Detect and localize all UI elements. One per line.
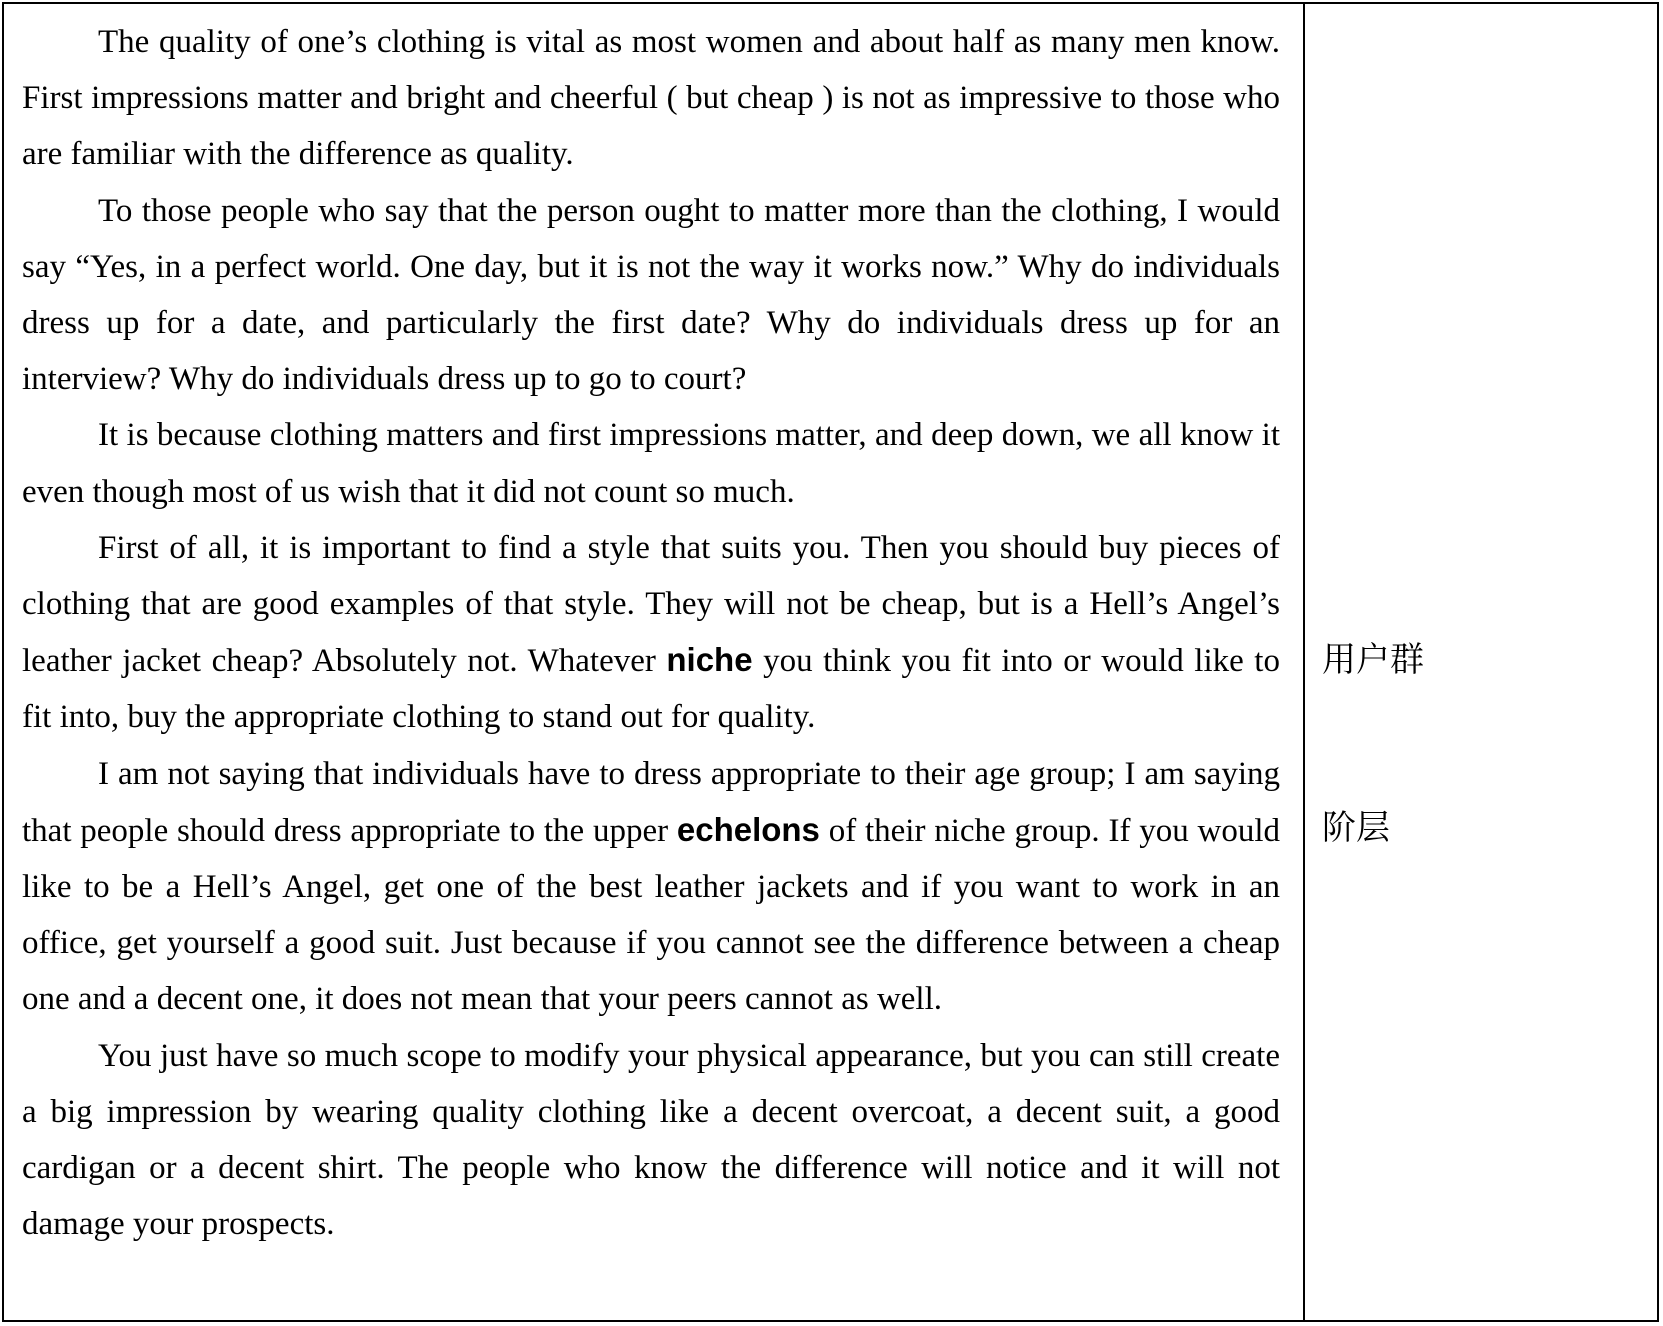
- gloss-echelons: 阶层: [1322, 808, 1390, 848]
- gloss-niche: 用户群: [1322, 640, 1424, 680]
- highlighted-vocabulary-word: niche: [666, 641, 753, 679]
- paragraph-text: you think you fit into or would like to fit into, buy the appropriate clothing to stand out for quality.: [22, 643, 1280, 736]
- paragraph-text: It is because clothing matters and first impressions matter, and deep down, we all know it even though most of us wish that it did not count so much.: [22, 417, 1280, 510]
- paragraph-text: First of all, it is important to find a style that suits you. Then you should buy pieces of clothing that are good examples of that style. They will not be cheap, but is a Hell’s Angel’s leather jacket cheap? Absolutely not. Whatever: [22, 529, 1280, 680]
- paragraph-text: I am not saying that individuals have to dress appropriate to their age group; I am saying that people should dress appropriate to the upper: [22, 755, 1280, 849]
- column-divider: [1303, 4, 1305, 1320]
- paragraph: [22, 183, 1280, 408]
- highlighted-vocabulary-word: echelons: [676, 810, 820, 848]
- paragraph-text: The quality of one’s clothing is vital as most women and about half as many men know. First impressions matter and bright and cheerful ( but cheap ) is not as impressive to those who are familiar with the difference as quality.: [22, 24, 1280, 173]
- paragraph-text: To those people who say that the person ought to matter more than the clothing, I would say “Yes, in a perfect world. One day, but it is not the way it works now.” Why do individuals dress up for a date, and particularly the first date? Why do individuals dress up for an interview? Why do individuals dress up to go to court?: [22, 192, 1280, 398]
- paragraph: [22, 14, 1280, 183]
- reading-passage: [22, 14, 1280, 1252]
- paragraph-text: of their niche group. If you would like to be a Hell’s Angel, get one of the best leather jackets and if you want to work in an office, get yourself a good suit. Just because if you cannot see the difference between a cheap one and a decent one, it does not mean that your peers cannot as well.: [22, 812, 1280, 1018]
- paragraph: [22, 407, 1280, 519]
- paragraph: [22, 520, 1280, 746]
- paragraph-text: You just have so much scope to modify your physical appearance, but you can still create a big impression by wearing quality clothing like a decent overcoat, a decent suit, a good cardigan or a decent shirt. The people who know the difference will notice and it will not damage your prospects.: [22, 1037, 1280, 1243]
- paragraph: [22, 1028, 1280, 1253]
- paragraph: [22, 746, 1280, 1028]
